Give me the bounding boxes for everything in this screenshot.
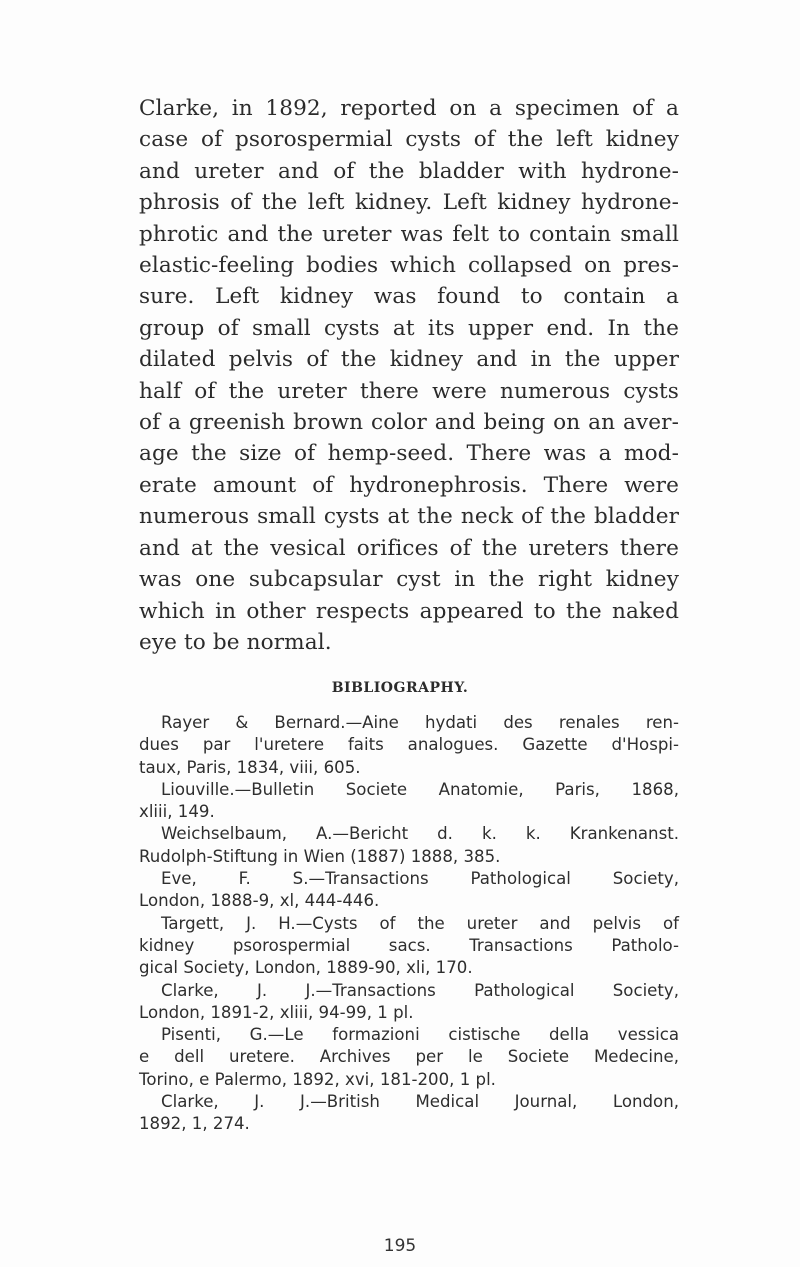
bibliography-entry [139, 913, 679, 980]
bibliography-line: dues par l'uretere faits analogues. Gazette d'Hospi- [139, 735, 679, 755]
bibliography-line: Clarke, J. J.—Transactions Pathological Society, [161, 980, 679, 1000]
bibliography-line: Rudolph-Stiftung in Wien (1887) 1888, 385. [139, 846, 501, 866]
bibliography-line: Rayer & Bernard.—Aine hydati des renales ren- [161, 713, 679, 732]
bibliography-line: London, 1891-2, xliii, 94-99, 1 pl. [139, 1002, 414, 1022]
bibliography-entry [139, 1091, 679, 1136]
paragraph-line: which in other respects appeared to the naked [139, 598, 679, 624]
bibliography-line: Pisenti, G.—Le formazioni cistische della vessica [161, 1025, 679, 1045]
paragraph-line: dilated pelvis of the kidney and in the upper [139, 347, 679, 373]
paragraph-line: Clarke, in 1892, reported on a specimen of a [139, 96, 679, 121]
page-number: 195 [383, 1236, 417, 1256]
bibliography-line: taux, Paris, 1834, viii, 605. [139, 757, 361, 777]
bibliography-line: e dell uretere. Archives per le Societe Medecine, [139, 1047, 679, 1067]
bibliography-line: Torino, e Palermo, 1892, xvi, 181-200, 1 pl. [139, 1069, 496, 1089]
paragraph-line: case of psorospermial cysts of the left kidney [139, 127, 679, 153]
bibliography-line: London, 1888-9, xl, 444-446. [139, 891, 380, 911]
paragraph-line: and ureter and of the bladder with hydrone- [139, 158, 679, 184]
paragraph-line: age the size of hemp-seed. There was a mod- [139, 441, 679, 467]
bibliography-list [139, 712, 679, 1136]
paragraph-line: phrotic and the ureter was felt to contain small [139, 221, 679, 247]
bibliography-line: Liouville.—Bulletin Societe Anatomie, Paris, 1868, [161, 779, 679, 799]
bibliography-line: Targett, J. H.—Cysts of the ureter and pelvis of [161, 913, 679, 933]
paragraph-line: elastic-feeling bodies which collapsed on pres- [139, 253, 679, 279]
bibliography-line: Weichselbaum, A.—Bericht d. k. k. Krankenanst. [161, 824, 679, 844]
bibliography-line: 1892, 1, 274. [139, 1114, 250, 1134]
bibliography-line: Eve, F. S.—Transactions Pathological Society, [161, 869, 679, 889]
paragraph-line: eye to be normal. [139, 629, 332, 655]
paragraph-line: of a greenish brown color and being on an aver- [139, 410, 679, 436]
paragraph-line: phrosis of the left kidney. Left kidney hydrone- [139, 190, 679, 216]
paragraph-line: was one subcapsular cyst in the right kidney [139, 567, 679, 593]
body-paragraph [139, 93, 679, 658]
paragraph-line: group of small cysts at its upper end. In the [139, 315, 679, 341]
bibliography-line: kidney psorospermial sacs. Transactions Patholo- [139, 935, 679, 955]
bibliography-entry [139, 868, 679, 913]
paragraph-line: half of the ureter there were numerous cysts [139, 378, 679, 404]
paragraph-line: numerous small cysts at the neck of the bladder [139, 504, 679, 530]
bibliography-line: gical Society, London, 1889-90, xli, 170. [139, 958, 473, 978]
paragraph-line: and at the vesical orifices of the ureters there [139, 535, 679, 561]
bibliography-entry [139, 779, 679, 824]
bibliography-line: xliii, 149. [139, 802, 215, 822]
paragraph-line: sure. Left kidney was found to contain a [139, 284, 679, 310]
bibliography-heading: BIBLIOGRAPHY. [331, 680, 469, 696]
bibliography-entry [139, 980, 679, 1025]
bibliography-entry [139, 823, 679, 868]
bibliography-entry [139, 1024, 679, 1091]
paragraph-line: erate amount of hydronephrosis. There were [139, 472, 679, 498]
bibliography-line: Clarke, J. J.—British Medical Journal, London, [161, 1092, 679, 1112]
bibliography-entry [139, 712, 679, 779]
